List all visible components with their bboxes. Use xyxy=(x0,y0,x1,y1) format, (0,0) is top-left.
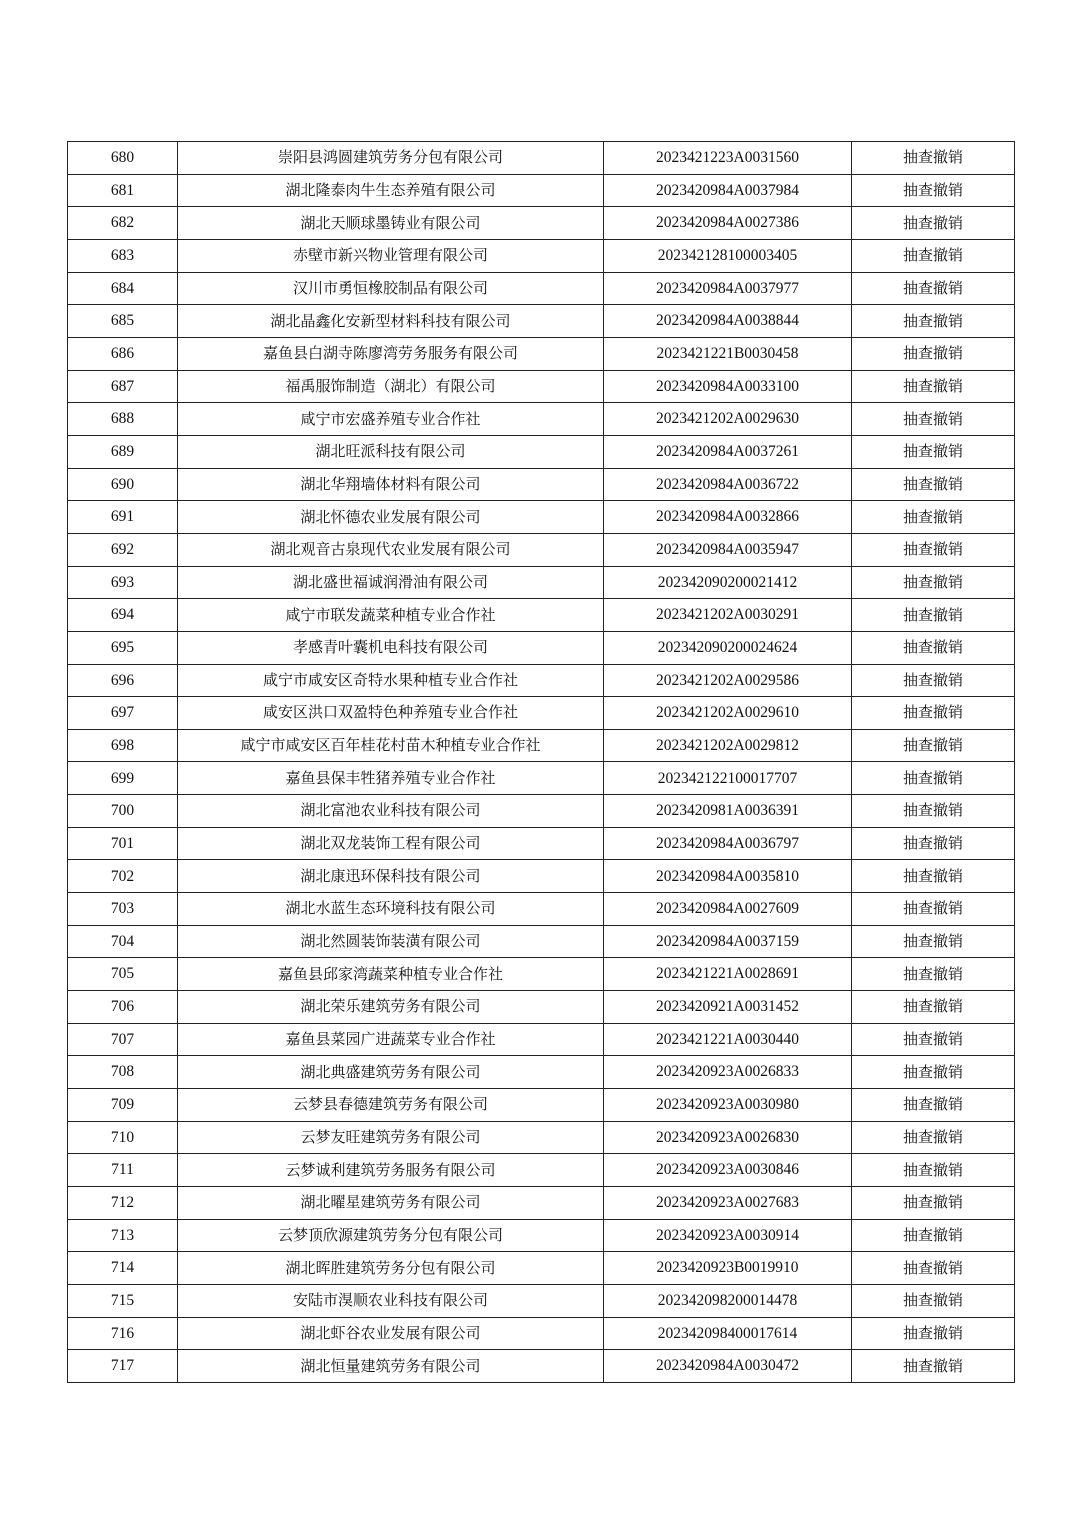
registration-code: 2023420984A0037159 xyxy=(604,925,852,958)
status-cell: 抽查撤销 xyxy=(852,958,1015,991)
table-row xyxy=(68,631,1015,664)
company-name: 湖北隆泰肉牛生态养殖有限公司 xyxy=(178,174,604,207)
row-number: 693 xyxy=(68,566,178,599)
status-cell: 抽查撤销 xyxy=(852,142,1015,175)
registration-code: 2023421202A0029812 xyxy=(604,729,852,762)
table-row xyxy=(68,142,1015,175)
table-row xyxy=(68,174,1015,207)
row-number: 687 xyxy=(68,370,178,403)
company-name: 赤壁市新兴物业管理有限公司 xyxy=(178,239,604,272)
row-number: 712 xyxy=(68,1187,178,1220)
registration-code: 2023420984A0033100 xyxy=(604,370,852,403)
company-name: 湖北典盛建筑劳务有限公司 xyxy=(178,1056,604,1089)
status-cell: 抽查撤销 xyxy=(852,435,1015,468)
registration-code: 2023420984A0036722 xyxy=(604,468,852,501)
company-name: 湖北晶鑫化安新型材料科技有限公司 xyxy=(178,305,604,338)
company-name: 咸宁市宏盛养殖专业合作社 xyxy=(178,403,604,436)
registration-code: 2023421223A0031560 xyxy=(604,142,852,175)
status-cell: 抽查撤销 xyxy=(852,729,1015,762)
row-number: 694 xyxy=(68,599,178,632)
table-row xyxy=(68,566,1015,599)
company-name: 湖北晖胜建筑劳务分包有限公司 xyxy=(178,1252,604,1285)
row-number: 699 xyxy=(68,762,178,795)
registration-code: 2023420923A0030914 xyxy=(604,1219,852,1252)
status-cell: 抽查撤销 xyxy=(852,860,1015,893)
table-row xyxy=(68,925,1015,958)
table-row xyxy=(68,1121,1015,1154)
status-cell: 抽查撤销 xyxy=(852,566,1015,599)
table-row xyxy=(68,827,1015,860)
status-cell: 抽查撤销 xyxy=(852,272,1015,305)
status-cell: 抽查撤销 xyxy=(852,1284,1015,1317)
table-row xyxy=(68,1284,1015,1317)
table-row xyxy=(68,1023,1015,1056)
company-name: 湖北水蓝生态环境科技有限公司 xyxy=(178,893,604,926)
status-cell: 抽查撤销 xyxy=(852,403,1015,436)
status-cell: 抽查撤销 xyxy=(852,1023,1015,1056)
registration-code: 202342098400017614 xyxy=(604,1317,852,1350)
status-cell: 抽查撤销 xyxy=(852,1252,1015,1285)
table-row xyxy=(68,370,1015,403)
table-row xyxy=(68,337,1015,370)
table-row xyxy=(68,991,1015,1024)
row-number: 715 xyxy=(68,1284,178,1317)
table-row xyxy=(68,1154,1015,1187)
row-number: 705 xyxy=(68,958,178,991)
status-cell: 抽查撤销 xyxy=(852,795,1015,828)
status-cell: 抽查撤销 xyxy=(852,1121,1015,1154)
registration-code: 202342090200024624 xyxy=(604,631,852,664)
table-row xyxy=(68,1252,1015,1285)
registration-code: 2023421221A0028691 xyxy=(604,958,852,991)
registration-code: 2023420984A0032866 xyxy=(604,501,852,534)
status-cell: 抽查撤销 xyxy=(852,1187,1015,1220)
company-name: 湖北双龙装饰工程有限公司 xyxy=(178,827,604,860)
row-number: 684 xyxy=(68,272,178,305)
company-name: 云梦顶欣源建筑劳务分包有限公司 xyxy=(178,1219,604,1252)
status-cell: 抽查撤销 xyxy=(852,1350,1015,1383)
company-name: 咸宁市咸安区百年桂花村苗木种植专业合作社 xyxy=(178,729,604,762)
row-number: 682 xyxy=(68,207,178,240)
registration-code: 202342122100017707 xyxy=(604,762,852,795)
registration-code: 2023420984A0037977 xyxy=(604,272,852,305)
table-row xyxy=(68,729,1015,762)
registration-code: 202342098200014478 xyxy=(604,1284,852,1317)
table-row xyxy=(68,272,1015,305)
registration-code: 2023420984A0030472 xyxy=(604,1350,852,1383)
status-cell: 抽查撤销 xyxy=(852,207,1015,240)
registration-code: 2023420984A0027609 xyxy=(604,893,852,926)
status-cell: 抽查撤销 xyxy=(852,533,1015,566)
company-name: 咸宁市咸安区奇特水果种植专业合作社 xyxy=(178,664,604,697)
table-row xyxy=(68,239,1015,272)
row-number: 698 xyxy=(68,729,178,762)
row-number: 711 xyxy=(68,1154,178,1187)
status-cell: 抽查撤销 xyxy=(852,664,1015,697)
company-name: 安陆市湨顺农业科技有限公司 xyxy=(178,1284,604,1317)
status-cell: 抽查撤销 xyxy=(852,599,1015,632)
registration-code: 2023420984A0035810 xyxy=(604,860,852,893)
registration-code: 2023421202A0029586 xyxy=(604,664,852,697)
row-number: 697 xyxy=(68,697,178,730)
status-cell: 抽查撤销 xyxy=(852,631,1015,664)
row-number: 701 xyxy=(68,827,178,860)
row-number: 710 xyxy=(68,1121,178,1154)
status-cell: 抽查撤销 xyxy=(852,501,1015,534)
row-number: 716 xyxy=(68,1317,178,1350)
row-number: 714 xyxy=(68,1252,178,1285)
revocation-table xyxy=(67,141,1015,1383)
registration-code: 2023421202A0029630 xyxy=(604,403,852,436)
table-row xyxy=(68,207,1015,240)
company-name: 湖北康迅环保科技有限公司 xyxy=(178,860,604,893)
company-name: 云梦诚利建筑劳务服务有限公司 xyxy=(178,1154,604,1187)
status-cell: 抽查撤销 xyxy=(852,697,1015,730)
table-row xyxy=(68,468,1015,501)
company-name: 嘉鱼县白湖寺陈廖湾劳务服务有限公司 xyxy=(178,337,604,370)
table-row xyxy=(68,533,1015,566)
status-cell: 抽查撤销 xyxy=(852,174,1015,207)
status-cell: 抽查撤销 xyxy=(852,370,1015,403)
row-number: 688 xyxy=(68,403,178,436)
registration-code: 2023420984A0038844 xyxy=(604,305,852,338)
registration-code: 202342090200021412 xyxy=(604,566,852,599)
company-name: 咸安区洪口双盈特色种养殖专业合作社 xyxy=(178,697,604,730)
row-number: 713 xyxy=(68,1219,178,1252)
row-number: 681 xyxy=(68,174,178,207)
row-number: 689 xyxy=(68,435,178,468)
registration-code: 2023420923A0027683 xyxy=(604,1187,852,1220)
company-name: 嘉鱼县邱家湾蔬菜种植专业合作社 xyxy=(178,958,604,991)
table-body xyxy=(68,142,1015,1383)
registration-code: 2023421221B0030458 xyxy=(604,337,852,370)
registration-code: 2023420984A0027386 xyxy=(604,207,852,240)
company-name: 湖北旺派科技有限公司 xyxy=(178,435,604,468)
table-row xyxy=(68,893,1015,926)
table-row xyxy=(68,860,1015,893)
company-name: 福禹服饰制造（湖北）有限公司 xyxy=(178,370,604,403)
company-name: 湖北虾谷农业发展有限公司 xyxy=(178,1317,604,1350)
row-number: 692 xyxy=(68,533,178,566)
row-number: 680 xyxy=(68,142,178,175)
table-row xyxy=(68,1056,1015,1089)
row-number: 704 xyxy=(68,925,178,958)
registration-code: 2023420923B0019910 xyxy=(604,1252,852,1285)
row-number: 709 xyxy=(68,1089,178,1122)
table-row xyxy=(68,762,1015,795)
row-number: 707 xyxy=(68,1023,178,1056)
registration-code: 2023420921A0031452 xyxy=(604,991,852,1024)
company-name: 湖北恒量建筑劳务有限公司 xyxy=(178,1350,604,1383)
status-cell: 抽查撤销 xyxy=(852,305,1015,338)
table-row xyxy=(68,1219,1015,1252)
table-row xyxy=(68,664,1015,697)
company-name: 汉川市勇恒橡胶制品有限公司 xyxy=(178,272,604,305)
table-row xyxy=(68,958,1015,991)
registration-code: 202342128100003405 xyxy=(604,239,852,272)
row-number: 696 xyxy=(68,664,178,697)
table-row xyxy=(68,1317,1015,1350)
table-row xyxy=(68,1187,1015,1220)
registration-code: 2023421202A0029610 xyxy=(604,697,852,730)
row-number: 703 xyxy=(68,893,178,926)
registration-code: 2023420984A0037261 xyxy=(604,435,852,468)
registration-code: 2023420984A0037984 xyxy=(604,174,852,207)
status-cell: 抽查撤销 xyxy=(852,1219,1015,1252)
registration-code: 2023420923A0030980 xyxy=(604,1089,852,1122)
registration-code: 2023420923A0026833 xyxy=(604,1056,852,1089)
company-name: 孝感青叶囊机电科技有限公司 xyxy=(178,631,604,664)
status-cell: 抽查撤销 xyxy=(852,1154,1015,1187)
table-row xyxy=(68,305,1015,338)
status-cell: 抽查撤销 xyxy=(852,1089,1015,1122)
company-name: 湖北富池农业科技有限公司 xyxy=(178,795,604,828)
status-cell: 抽查撤销 xyxy=(852,991,1015,1024)
company-name: 崇阳县鸿圆建筑劳务分包有限公司 xyxy=(178,142,604,175)
row-number: 690 xyxy=(68,468,178,501)
table-row xyxy=(68,697,1015,730)
row-number: 685 xyxy=(68,305,178,338)
company-name: 嘉鱼县菜园广进蔬菜专业合作社 xyxy=(178,1023,604,1056)
table-row xyxy=(68,599,1015,632)
table-row xyxy=(68,795,1015,828)
row-number: 686 xyxy=(68,337,178,370)
company-name: 湖北盛世福诚润滑油有限公司 xyxy=(178,566,604,599)
row-number: 683 xyxy=(68,239,178,272)
company-name: 云梦县春德建筑劳务有限公司 xyxy=(178,1089,604,1122)
company-name: 湖北荣乐建筑劳务有限公司 xyxy=(178,991,604,1024)
row-number: 695 xyxy=(68,631,178,664)
table-row xyxy=(68,1350,1015,1383)
row-number: 700 xyxy=(68,795,178,828)
status-cell: 抽查撤销 xyxy=(852,762,1015,795)
registration-code: 2023421221A0030440 xyxy=(604,1023,852,1056)
registration-code: 2023420923A0026830 xyxy=(604,1121,852,1154)
status-cell: 抽查撤销 xyxy=(852,468,1015,501)
registration-code: 2023420984A0036797 xyxy=(604,827,852,860)
status-cell: 抽查撤销 xyxy=(852,1317,1015,1350)
company-name: 湖北观音古泉现代农业发展有限公司 xyxy=(178,533,604,566)
company-name: 湖北怀德农业发展有限公司 xyxy=(178,501,604,534)
row-number: 691 xyxy=(68,501,178,534)
company-name: 湖北然圆装饰装潢有限公司 xyxy=(178,925,604,958)
registration-code: 2023420981A0036391 xyxy=(604,795,852,828)
status-cell: 抽查撤销 xyxy=(852,827,1015,860)
registration-code: 2023421202A0030291 xyxy=(604,599,852,632)
status-cell: 抽查撤销 xyxy=(852,1056,1015,1089)
company-name: 咸宁市联发蔬菜种植专业合作社 xyxy=(178,599,604,632)
company-name: 嘉鱼县保丰牲猪养殖专业合作社 xyxy=(178,762,604,795)
row-number: 717 xyxy=(68,1350,178,1383)
table-row xyxy=(68,1089,1015,1122)
row-number: 708 xyxy=(68,1056,178,1089)
company-name: 云梦友旺建筑劳务有限公司 xyxy=(178,1121,604,1154)
status-cell: 抽查撤销 xyxy=(852,893,1015,926)
table-row xyxy=(68,435,1015,468)
status-cell: 抽查撤销 xyxy=(852,337,1015,370)
company-name: 湖北华翔墙体材料有限公司 xyxy=(178,468,604,501)
row-number: 706 xyxy=(68,991,178,1024)
company-name: 湖北天顺球墨铸业有限公司 xyxy=(178,207,604,240)
company-name: 湖北曜星建筑劳务有限公司 xyxy=(178,1187,604,1220)
table-row xyxy=(68,501,1015,534)
registration-code: 2023420984A0035947 xyxy=(604,533,852,566)
row-number: 702 xyxy=(68,860,178,893)
status-cell: 抽查撤销 xyxy=(852,925,1015,958)
table-row xyxy=(68,403,1015,436)
registration-code: 2023420923A0030846 xyxy=(604,1154,852,1187)
status-cell: 抽查撤销 xyxy=(852,239,1015,272)
